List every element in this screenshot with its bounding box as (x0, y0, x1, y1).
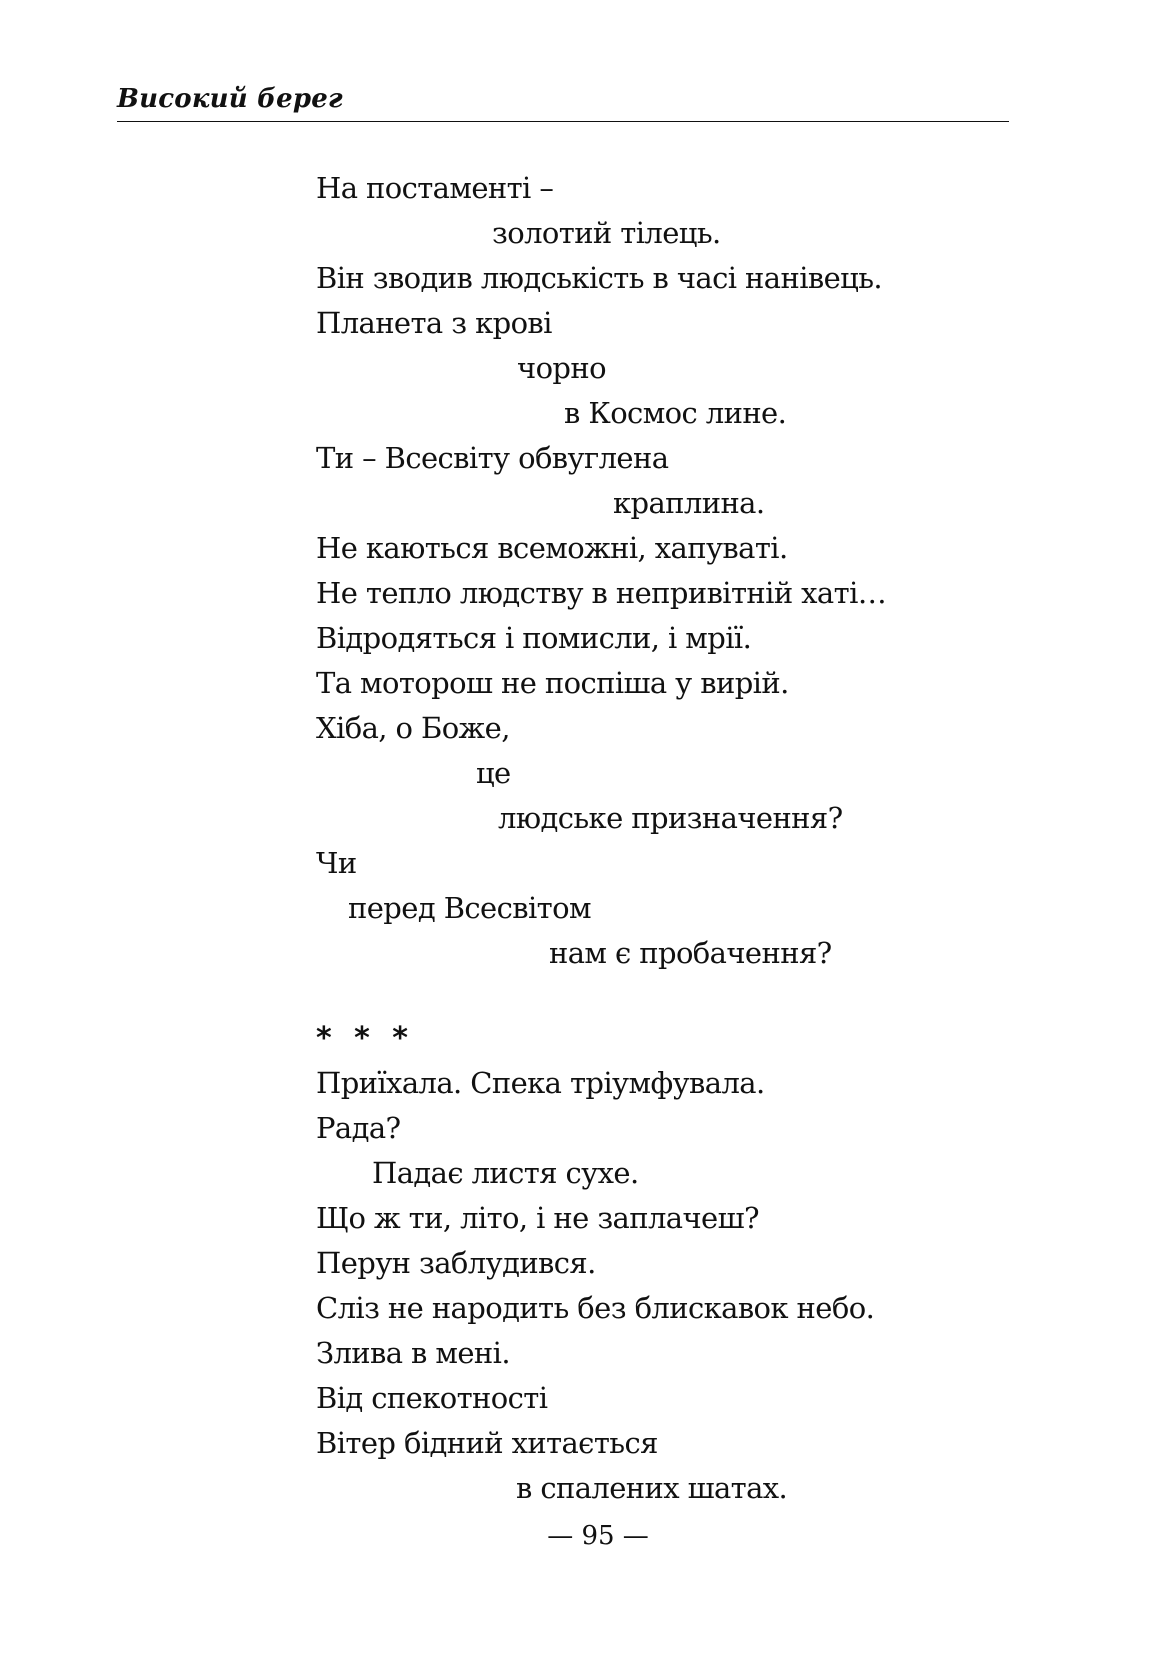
poem-line: Що ж ти, літо, і не заплачеш? (316, 1201, 759, 1235)
poem-line: людське призначення? (498, 801, 843, 835)
poem-line: Злива в мені. (316, 1336, 510, 1370)
stanza-separator: * * * (316, 1021, 414, 1056)
header-rule (117, 121, 1009, 122)
poem-line: краплина. (613, 486, 765, 520)
poem-line: це (476, 756, 511, 790)
poem-line: перед Всесвітом (348, 891, 591, 925)
poem-line: Планета з крові (316, 306, 552, 340)
poem-line: Приїхала. Спека тріумфувала. (316, 1066, 765, 1100)
poem-line: Він зводив людськість в часі нанівець. (316, 261, 883, 295)
poem-line: Падає листя сухе. (372, 1156, 639, 1190)
poem-body (316, 166, 1036, 1511)
poem-line: Хіба, о Боже, (316, 711, 510, 745)
poem-line: Вітер бідний хитається (316, 1426, 658, 1460)
poem-line: нам є пробачення? (549, 936, 832, 970)
poem-line: золотий тілець. (492, 216, 721, 250)
poem-line: чорно (517, 351, 606, 385)
poem-line: Сліз не народить без блискавок небо. (316, 1291, 875, 1325)
poem-line: в Космос лине. (564, 396, 787, 430)
page-number: — 95 — (547, 1521, 649, 1551)
poem-line: Рада? (316, 1111, 401, 1145)
poem-line: Не тепло людству в непривітній хаті… (316, 576, 887, 610)
poem-line: Від спекотності (316, 1381, 548, 1415)
running-header-title: Високий берег (117, 84, 343, 114)
poem-line: в спалених шатах. (516, 1471, 788, 1505)
poem-line: Не каються всеможні, хапуваті. (316, 531, 788, 565)
poem-line: На постаменті – (316, 171, 554, 205)
poem-line: Відродяться і помисли, і мрії. (316, 621, 752, 655)
poem-line: Ти – Всесвіту обвуглена (316, 441, 669, 475)
poem-line: Перун заблудився. (316, 1246, 596, 1280)
poem-line: Чи (316, 846, 357, 880)
poem-line: Та моторош не поспіша у вирій. (316, 666, 789, 700)
